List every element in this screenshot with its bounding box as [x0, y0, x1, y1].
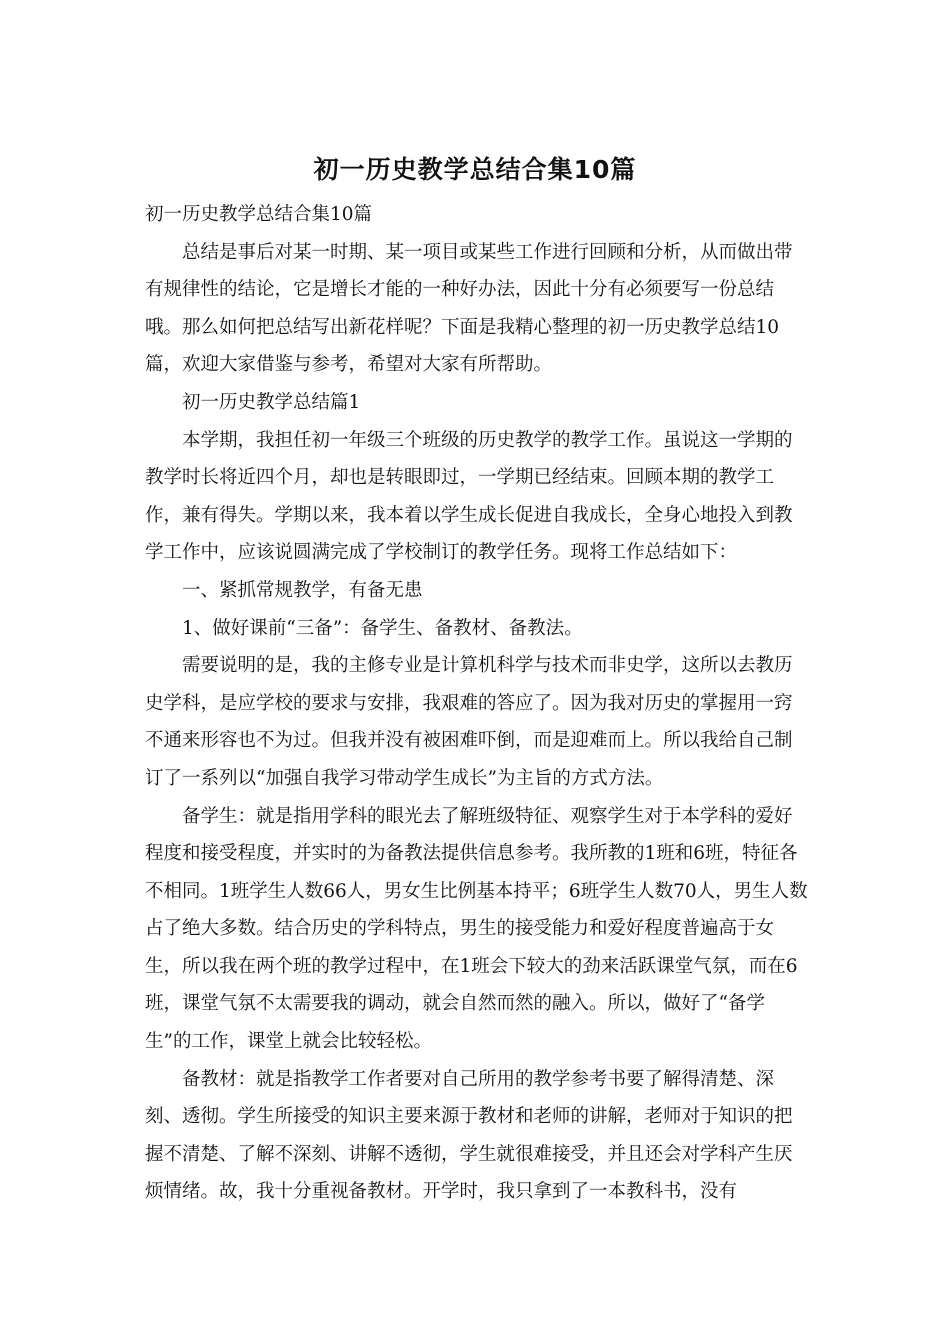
subsection-heading: 一、紧抓常规教学，有备无患 [182, 579, 423, 601]
paragraph: 本学期，我担任初一年级三个班级的历史教学的教学工作。虽说这一学期的教学时长将近四个月，却也是转眼即过，一学期已经结束。回顾本期的教学工作，兼有得失。学期以来，我本着以学生成长促进自我成长，全身心地投入到教学工作中，应该说圆满完成了学校制订的教学任务。现将工作总结如下： [145, 429, 793, 564]
document-body [145, 196, 810, 1211]
section-heading: 初一历史教学总结篇1 [182, 391, 361, 413]
list-item: 1、做好课前“三备”：备学生、备教材、备教法。 [182, 617, 583, 639]
paragraph: 备学生：就是指用学科的眼光去了解班级特征、观察学生对于本学科的爱好程度和接受程度，并实时的为备教法提供信息参考。我所教的1班和6班，特征各不相同。1班学生人数66人，男女生比例基本持平；6班学生人数70人，男生人数占了绝大多数。结合历史的学科特点，男生的接受能力和爱好程度普遍高于女生，所以我在两个班的教学过程中，在1班会下较大的劲来活跃课堂气氛，而在6班，课堂气氛不太需要我的调动，就会自然而然的融入。所以，做好了“备学生”的工作，课堂上就会比较轻松。 [145, 805, 808, 1053]
paragraph: 备教材：就是指教学工作者要对自己所用的教学参考书要了解得清楚、深刻、透彻。学生所接受的知识主要来源于教材和老师的讲解，老师对于知识的把握不清楚、了解不深刻、讲解不透彻，学生就很难接受，并且还会对学科产生厌烦情绪。故，我十分重视备教材。开学时，我只拿到了一本教科书，没有 [145, 1068, 793, 1203]
paragraph: 需要说明的是，我的主修专业是计算机科学与技术而非史学，这所以去教历史学科，是应学校的要求与安排，我艰难的答应了。因为我对历史的掌握用一窍不通来形容也不为过。但我并没有被困难吓倒，而是迎难而上。所以我给自己制订了一系列以“加强自我学习带动学生成长”为主旨的方式方法。 [145, 655, 793, 789]
document-title: 初一历史教学总结合集10篇 [313, 155, 637, 184]
document-subtitle: 初一历史教学总结合集10篇 [145, 204, 373, 225]
paragraph-intro: 总结是事后对某一时期、某一项目或某些工作进行回顾和分析，从而做出带有规律性的结论，它是增长才能的一种好办法，因此十分有必须要写一份总结哦。那么如何把总结写出新花样呢？下面是我精心整理的初一历史教学总结10篇，欢迎大家借鉴与参考，希望对大家有所帮助。 [145, 241, 793, 376]
